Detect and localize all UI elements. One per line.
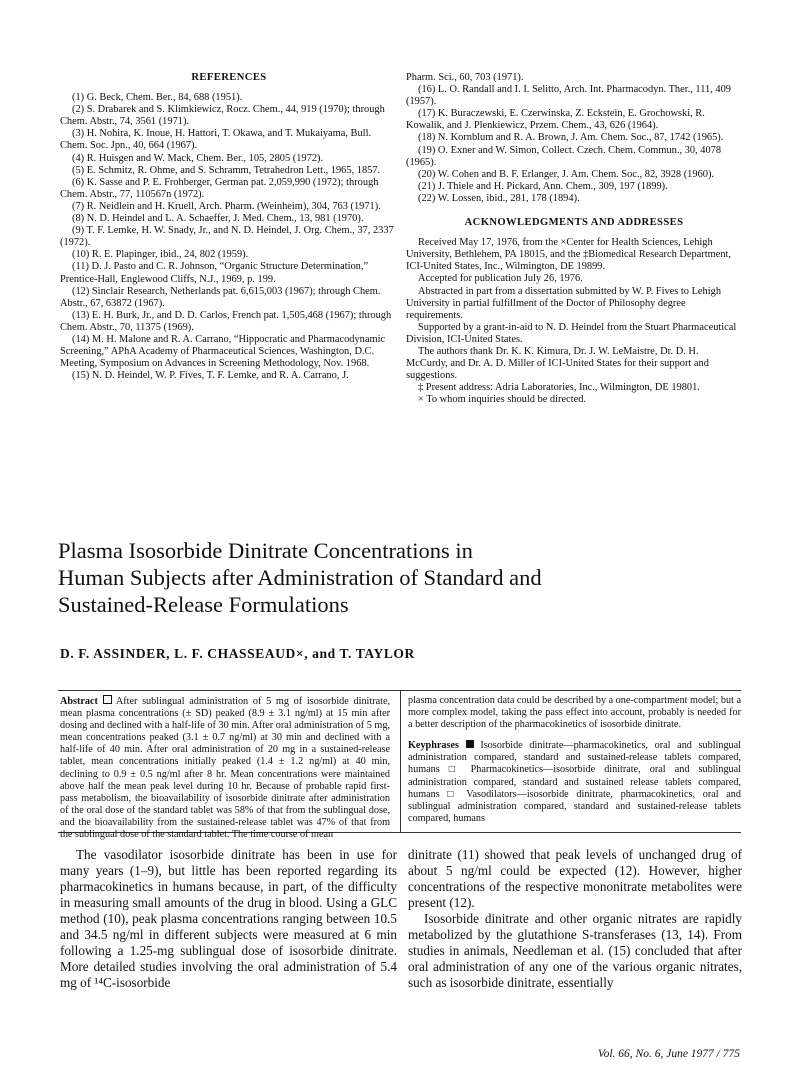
- body-left-column: [60, 847, 397, 991]
- page-footer: Vol. 66, No. 6, June 1977 / 775: [597, 1048, 740, 1060]
- reference-item: (2) S. Drabarek and S. Klimkiewicz, Rocz. Chem., 44, 919 (1970); through Chem. Abstr., 74, 3561 (1971).: [60, 104, 385, 128]
- reference-item: (20) W. Cohen and B. F. Erlanger, J. Am. Chem. Soc., 82, 3928 (1960).: [418, 168, 715, 180]
- title-line: Sustained-Release Formulations: [58, 592, 349, 617]
- reference-item: (19) O. Exner and W. Simon, Collect. Czech. Chem. Commun., 30, 4078 (1965).: [406, 144, 722, 168]
- acknowledgment-paragraph: Received May 17, 1976, from the ×Center for Health Sciences, Lehigh University, Bethlehem, PA 18015, and the ‡Biomedical Research Department, ICI-United States, Inc., Wilmington, DE 19899.: [406, 237, 732, 273]
- reference-item: (11) D. J. Pasto and C. R. Johnson, “Organic Structure Determination,” Prentice-Hall, Englewood Cliffs, N.J., 1969, p. 199.: [60, 261, 369, 285]
- reference-item: (9) T. F. Lemke, H. W. Snady, Jr., and N. D. Heindel, J. Org. Chem., 37, 2337 (1972).: [60, 225, 394, 249]
- reference-item: (16) L. O. Randall and I. I. Selitto, Arch. Int. Pharmacodyn. Ther., 111, 409 (1957).: [406, 84, 732, 108]
- references-left: [60, 72, 398, 382]
- references-list-left: [60, 92, 398, 382]
- abstract-right: [408, 695, 741, 825]
- references-list-right: [406, 84, 742, 205]
- filled-square-icon: [466, 740, 474, 748]
- acknowledgments: [406, 217, 742, 406]
- acknowledgment-paragraph: Supported by a grant-in-aid to N. D. Heindel from the Stuart Pharmaceutical Division, ICI-United States.: [406, 321, 737, 345]
- body-paragraph: The vasodilator isosorbide dinitrate has been in use for many years (1–9), but little has been reported regarding its pharmacokinetics in humans because, in part, of the difficulty in measuring small amounts of the drug in blood. Using a GLC method (10), peak plasma concentrations ranging between 10.5 and 34.5 ng/ml in different subjects were measured at 6 min following a 1.25-mg sublingual dose of isosorbide dinitrate. More detailed studies involving the oral administration of 5.4 mg of ¹⁴C-isosorbide: [60, 847, 397, 990]
- article-title: [58, 537, 748, 618]
- reference-item: (8) N. D. Heindel and L. A. Schaeffer, J. Med. Chem., 13, 981 (1970).: [72, 213, 364, 225]
- references-heading: REFERENCES: [191, 72, 267, 83]
- title-line: Human Subjects after Administration of Standard and: [58, 565, 542, 590]
- reference-item: (14) M. H. Malone and R. A. Carrano, “Hippocratic and Pharmacodynamic Screening,” APhA Academy of Pharmaceutical Sciences, Washington, D.C. Meeting, Symposium on Advances in Screening Methodology, Nov. 1968.: [60, 333, 386, 370]
- reference-item: (22) W. Lossen, ibid., 281, 178 (1894).: [418, 192, 580, 204]
- reference-item: (1) G. Beck, Chem. Ber., 84, 688 (1951).: [72, 92, 243, 104]
- reference-item: (5) E. Schmitz, R. Ohme, and S. Schramm, Tetrahedron Lett., 1965, 1857.: [72, 164, 381, 176]
- abstract-text: After sublingual administration of 5 mg of isosorbide dinitrate, mean plasma concentrations (± SD) peaked (8.9 ± 3.1 ng/ml) at 15 min after dosing and declined with a half-life of 30 min. After oral administration of 5 mg, mean concentrations peaked (3.1 ± 0.7 ng/ml) at 30 min and declined with a half-life of 40 min. After oral administration of 20 mg in a sustained-release tablet, mean concentrations initially peaked (1.4 ± 1.2 ng/ml) at 40 min, declining to 0.9 ± 0.5 ng/ml after 8 hr. Mean concentrations were maintained above half the mean peak level during 10 hr. Because of probable rapid first-pass metabolism, the bioavailability of isosorbide dinitrate after administration of the oral dose of the standard tablet was 58% of that from the sublingual dose, and the bioavailability from the sustained-release tablet was 47% of that from the sublingual dose of the standard tablet. The time course of mean: [60, 696, 391, 841]
- reference-item: (15) N. D. Heindel, W. P. Fives, T. F. Lemke, and R. A. Carrano, J.: [72, 370, 349, 382]
- references-right: [406, 72, 742, 406]
- reference-item: (7) R. Neidlein and H. Kruell, Arch. Pharm. (Weinheim), 304, 763 (1971).: [72, 200, 381, 212]
- reference-item: (4) R. Huisgen and W. Mack, Chem. Ber., 105, 2805 (1972).: [72, 152, 324, 164]
- abstract-text-continued: plasma concentration data could be described by a one-compartment model; but a more complex model, taking the pass effect into account, probably is needed for a better description of the pharmacokinetics of isosorbide dinitrate.: [408, 695, 741, 731]
- acknowledgment-paragraph: Abstracted in part from a dissertation submitted by W. P. Fives to Lehigh University in partial fulfillment of the Doctor of Philosophy degree requirements.: [406, 285, 722, 321]
- reference-item: (18) N. Kornblum and R. A. Brown, J. Am. Chem. Soc., 87, 1742 (1965).: [418, 132, 724, 144]
- body-right-column: [408, 847, 742, 991]
- keyphrases-label: Keyphrases: [408, 740, 459, 752]
- body-paragraph: dinitrate (11) showed that peak levels of unchanged drug of about 5 ng/ml could be expected (12). However, higher concentrations of the respective mononitrate metabolites were present (12).: [408, 847, 742, 910]
- reference-item: (6) K. Sasse and P. E. Frohberger, German pat. 2,059,990 (1972); through Chem. Abstr., 77, 110567n (1972).: [60, 176, 379, 200]
- reference-item: (12) Sinclair Research, Netherlands pat. 6,615,003 (1967); through Chem. Abstr., 67, 63872 (1967).: [60, 285, 381, 309]
- author-list: D. F. ASSINDER, L. F. CHASSEAUD×, and T. TAYLOR: [60, 646, 415, 661]
- abstract-column-divider: [400, 690, 401, 832]
- reference-item: (21) J. Thiele and H. Pickard, Ann. Chem., 309, 197 (1899).: [418, 180, 668, 192]
- title-line: Plasma Isosorbide Dinitrate Concentrations in: [58, 538, 473, 563]
- acknowledgments-list: [406, 237, 742, 406]
- reference-item: (10) R. E. Plapinger, ibid., 24, 802 (1959).: [72, 249, 249, 261]
- acknowledgment-paragraph: The authors thank Dr. K. K. Kimura, Dr. J. W. LeMaistre, Dr. D. H. McCurdy, and Dr. A. D. Miller of ICI-United States for their support and suggestions.: [406, 345, 709, 382]
- reference-continuation: Pharm. Sci., 60, 703 (1971).: [406, 72, 524, 83]
- acknowledgments-heading: ACKNOWLEDGMENTS AND ADDRESSES: [464, 217, 684, 229]
- reference-item: (3) H. Nohira, K. Inoue, H. Hattori, T. Okawa, and T. Mukaiyama, Bull. Chem. Soc. Jpn., 40, 664 (1967).: [60, 128, 372, 152]
- acknowledgment-paragraph: × To whom inquiries should be directed.: [418, 394, 586, 406]
- square-bullet-icon: [103, 695, 112, 704]
- reference-item: (17) K. Buraczewski, E. Czerwinska, Z. Eckstein, E. Grochowski, R. Kowalik, and J. Plenkiewicz, Przem. Chem., 43, 626 (1964).: [406, 108, 705, 132]
- acknowledgment-paragraph: Accepted for publication July 26, 1976.: [418, 273, 583, 285]
- acknowledgment-paragraph: ‡ Present address: Adria Laboratories, Inc., Wilmington, DE 19801.: [418, 382, 700, 394]
- keyphrases-text: Isosorbide dinitrate—pharmacokinetics, oral and sublingual administration compared, standard and sustained-release tablets compared, humans □ Pharmacokinetics—isosorbide dinitrate, oral and sublingual administration compared, standard and sustained release tablets compared, humans □ Vasodilators—isosorbide dinitrate, pharmacokinetics, oral and sublingual administration compared, standard and sustained-release tablets compared, humans: [408, 740, 742, 824]
- abstract-label: Abstract: [60, 696, 98, 707]
- body-paragraph: Isosorbide dinitrate and other organic nitrates are rapidly metabolized by the glutathione S-transferases (13, 14). From studies in animals, Needleman et al. (15) concluded that after oral administration of any one of the various organic nitrates, such as isosorbide dinitrate, essentially: [408, 911, 742, 990]
- abstract-left: [60, 695, 390, 841]
- reference-item: (13) E. H. Burk, Jr., and D. D. Carlos, French pat. 1,505,468 (1967); through Chem. Abstr., 70, 11375 (1969).: [60, 309, 392, 333]
